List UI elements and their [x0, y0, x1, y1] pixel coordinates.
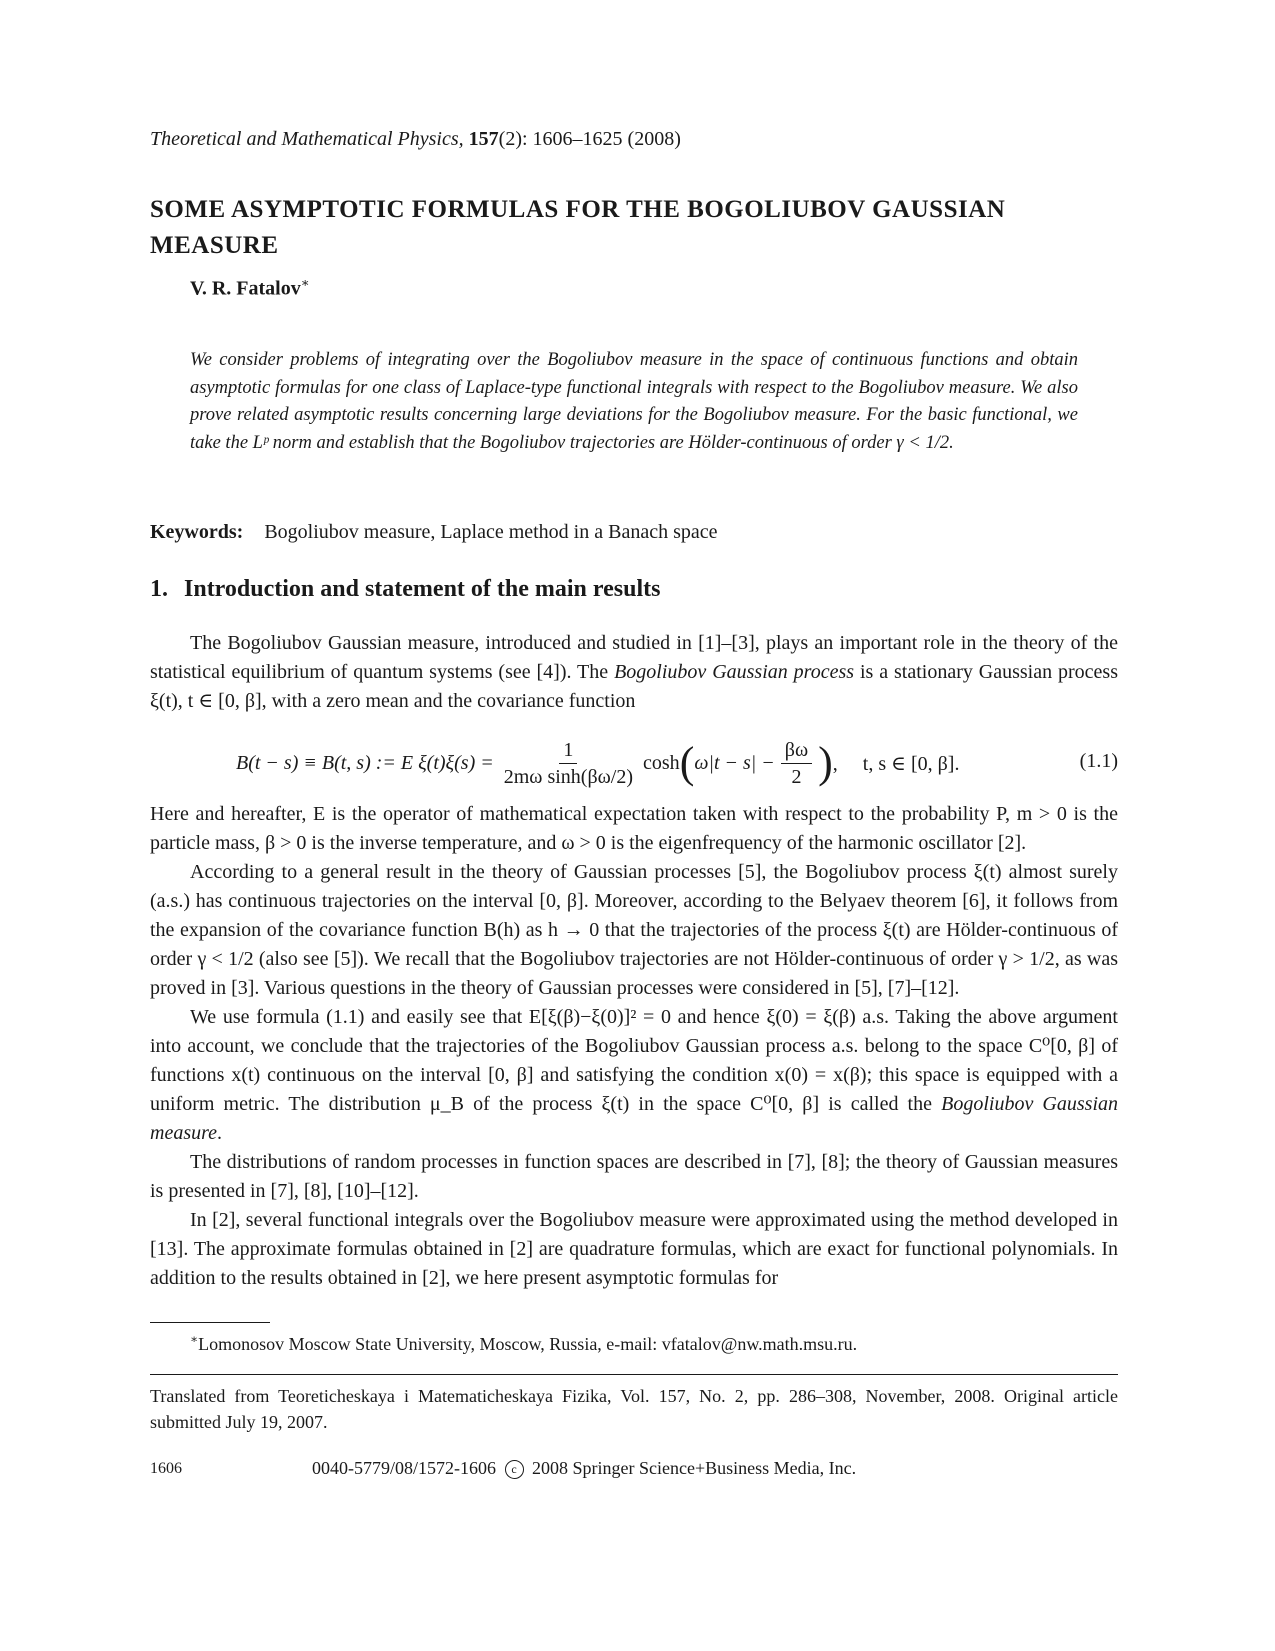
journal-volume: 157 — [468, 128, 499, 150]
paragraph-1-emphasis: Bogoliubov Gaussian process — [614, 661, 855, 683]
equation-1-1 — [150, 733, 1118, 793]
paragraph-4-text-b: . — [217, 1122, 223, 1144]
paragraph-5: The distributions of random processes in function spaces are described in [7], [8]; the theory of Gaussian measures is presented in [7], [8], [10]–[12]. — [150, 1151, 1118, 1202]
paragraph-4-emphasis: Bogoliubov Gaussian measure — [150, 1093, 1118, 1144]
right-paren: ) — [818, 738, 833, 787]
journal-name: Theoretical and Mathematical Physics, — [150, 128, 464, 150]
equation-tail: , t, s ∈ [0, β]. — [832, 752, 960, 775]
section-heading — [150, 576, 660, 603]
paragraph-3: According to a general result in the theory of Gaussian processes [5], the Bogoliubov process ξ(t) almost surely (a.s.) has continuous trajectories on the interval [0, β]. Moreover, according to the Belyaev theorem [6], it follows from the expansion of the covariance function B(h) as h → 0 that the trajectories of the process ξ(t) are Hölder-continuous of order γ < 1/2 (also see [5]). We recall that the Bogoliubov trajectories are not Hölder-continuous of order γ > 1/2, as was proved in [3]. Various questions in the theory of Gaussian processes were considered in [5], [7]–[12]. — [150, 861, 1118, 999]
copyright-text: 2008 Springer Science+Business Media, Inc. — [532, 1458, 857, 1478]
paragraph-4 — [150, 1003, 1118, 1148]
fraction-denominator: 2mω sinh(βω/2) — [503, 765, 634, 788]
author-name: V. R. Fatalov — [190, 277, 301, 300]
equation-lhs: B(t − s) ≡ B(t, s) := E ξ(t)ξ(s) = — [236, 751, 494, 774]
journal-issue-pages: (2): 1606–1625 (2008) — [498, 128, 681, 150]
copyright-code: 0040-5779/08/1572-1606 — [312, 1458, 496, 1478]
inner-denominator: 2 — [791, 765, 802, 788]
copyright-icon: c — [505, 1460, 524, 1479]
keywords — [150, 521, 718, 544]
translation-note: Translated from Teoreticheskaya i Matematicheskaya Fizika, Vol. 157, No. 2, pp. 286–308, November, 2008. Original article submitted July 19, 2007. — [150, 1386, 1118, 1432]
copyright-line — [312, 1458, 856, 1479]
paragraph-1-text-a: The Bogoliubov Gaussian measure, introduced and studied in [1]–[3], plays an important role in the theory of the statistical equilibrium of quantum systems (see [4]). The — [150, 632, 1118, 683]
equation-body — [236, 733, 959, 793]
footnote-rule — [150, 1322, 270, 1323]
paragraph-1-text-b: is a stationary Gaussian process ξ(t), t ∈ [0, β], with a zero mean and the covariance function — [150, 661, 1118, 712]
author — [190, 275, 310, 301]
equation-inner: ω|t − s| − — [694, 751, 775, 774]
footnote — [190, 1332, 857, 1355]
left-paren: ( — [679, 738, 695, 787]
abstract: We consider problems of integrating over the Bogoliubov measure in the space of continuous functions and obtain asymptotic formulas for one class of Laplace-type functional integrals with respect to the Bogoliubov measure. We also prove related asymptotic results concerning large deviations for the Bogoliubov measure. For the basic functional, we take the Lᵖ norm and establish that the Bogoliubov trajectories are Hölder-continuous of order γ < 1/2. — [190, 350, 1078, 453]
inner-numerator: βω — [781, 737, 812, 764]
equation-cosh: cosh — [643, 751, 680, 774]
equation-inner-fraction — [781, 737, 812, 790]
paragraph-1 — [150, 629, 1118, 716]
equation-fraction — [500, 737, 637, 790]
journal-citation — [150, 128, 681, 151]
author-footnote-mark: ∗ — [300, 275, 310, 290]
section-title: Introduction and statement of the main results — [184, 576, 661, 602]
footnote-mark: ∗ — [190, 1332, 199, 1346]
translation-rule — [150, 1374, 1118, 1375]
body-block-main — [150, 800, 1118, 1293]
paragraph-6: In [2], several functional integrals over the Bogoliubov measure were approximated using the method developed in [13]. The approximate formulas obtained in [2] are quadrature formulas, which are exact for functional polynomials. In addition to the results obtained in [2], we here present asymptotic formulas for — [150, 1209, 1118, 1289]
section-number: 1. — [150, 576, 168, 602]
fraction-numerator: 1 — [559, 737, 577, 764]
footnote-text: Lomonosov Moscow State University, Moscow, Russia, e-mail: vfatalov@nw.math.msu.ru. — [198, 1334, 858, 1354]
paragraph-2: Here and hereafter, E is the operator of mathematical expectation taken with respect to the probability P, m > 0 is the particle mass, β > 0 is the inverse temperature, and ω > 0 is the eigenfrequency of the harmonic oscillator [2]. — [150, 803, 1118, 854]
equation-number: (1.1) — [1079, 750, 1118, 772]
paragraph-4-text-a: We use formula (1.1) and easily see that E[ξ(β)−ξ(0)]² = 0 and hence ξ(0) = ξ(β) a.s. Taking the above argument into account, we conclude that the trajectories of the Bogoliubov Gaussian process a.s. belong to the space C⁰[0, β] of functions x(t) continuous on the interval [0, β] and satisfying the condition x(0) = x(β); this space is equipped with a uniform metric. The distribution μ_B of the process ξ(t) in the space C⁰[0, β] is called the — [150, 1006, 1118, 1115]
paper-title: SOME ASYMPTOTIC FORMULAS FOR THE BOGOLIUBOV GAUSSIAN MEASURE — [150, 196, 1006, 259]
keywords-label: Keywords: — [150, 521, 244, 543]
keywords-text: Bogoliubov measure, Laplace method in a Banach space — [264, 521, 718, 543]
page-number: 1606 — [150, 1460, 182, 1477]
body-block-intro — [150, 629, 1118, 716]
